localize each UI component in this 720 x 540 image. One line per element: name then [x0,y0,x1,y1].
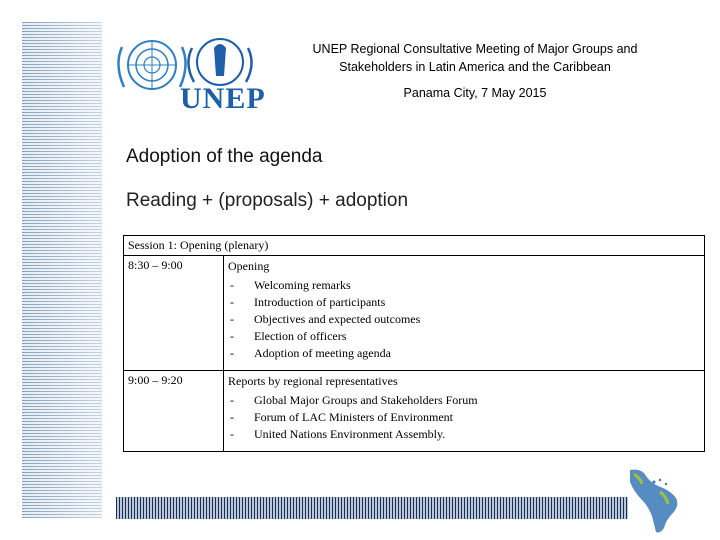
list-item: - Objectives and expected outcomes [228,311,700,328]
list-item: - Welcoming remarks [228,277,700,294]
decorative-stripe-bottom [116,497,628,519]
slide-title: Adoption of the agenda [126,146,323,167]
decorative-stripe-left [22,22,102,518]
agenda-table [123,235,705,452]
agenda-item-heading: Opening [228,259,270,273]
meeting-title-line1: UNEP Regional Consultative Meeting of Major Groups and [312,42,638,56]
list-item: - Forum of LAC Ministers of Environment [228,409,700,426]
agenda-sub-items [228,392,700,443]
list-item: - Election of officers [228,328,700,345]
unep-emblem-icon [188,39,251,85]
list-item: - Introduction of participants [228,294,700,311]
unep-logo-text: UNEP [180,82,266,115]
agenda-item-cell [224,256,705,371]
latin-america-map-icon [620,466,690,536]
table-row [124,256,705,371]
time-cell: 8:30 – 9:00 [124,256,224,371]
agenda-item-cell [224,371,705,452]
list-item: - Global Major Groups and Stakeholders Forum [228,392,700,409]
meeting-title-line2: Stakeholders in Latin America and the Caribbean [339,60,611,74]
table-row [124,371,705,452]
list-item: - United Nations Environment Assembly. [228,426,700,443]
agenda-item-heading: Reports by regional representatives [228,374,398,388]
slide-subtitle: Reading + (proposals) + adoption [126,190,409,211]
time-cell: 9:00 – 9:20 [124,371,224,452]
agenda-sub-items [228,277,700,362]
un-emblem-icon [118,41,185,89]
session-row [124,236,705,256]
list-item: - Adoption of meeting agenda [228,345,700,362]
session-label: Session 1: Opening (plenary) [124,236,705,256]
meeting-header [280,40,670,76]
meeting-place-date: Panama City, 7 May 2015 [403,86,547,100]
